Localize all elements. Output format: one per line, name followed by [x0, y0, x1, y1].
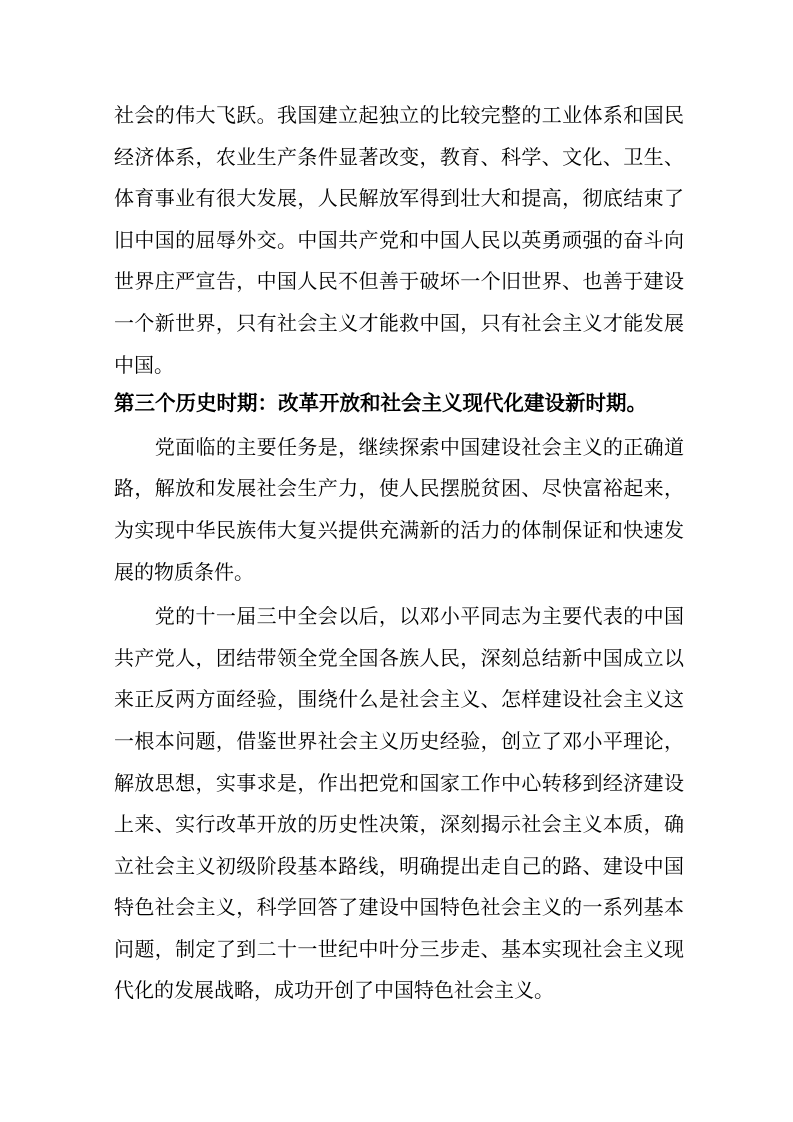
text-line: 党面临的主要任务是，继续探索中国建设社会主义的正确道 [114, 436, 684, 459]
text-line: 代化的发展战略，成功开创了中国特色社会主义。 [114, 980, 554, 1003]
text-line: 共产党人，团结带领全党全国各族人民，深刻总结新中国成立以 [114, 647, 684, 670]
text-line: 党的十一届三中全会以后，以邓小平同志为主要代表的中国 [114, 606, 684, 629]
paragraph-socialism-achievements [114, 96, 684, 387]
text-line: 立社会主义初级阶段基本路线，明确提出走自己的路、建设中国 [114, 855, 684, 878]
text-line: 为实现中华民族伟大复兴提供充满新的活力的体制保证和快速发 [114, 519, 684, 542]
text-line: 中国。 [114, 354, 174, 377]
text-line: 问题，制定了到二十一世纪中叶分三步走、基本实现社会主义现 [114, 938, 684, 961]
text-line: 一个新世界，只有社会主义才能救中国，只有社会主义才能发展 [114, 312, 684, 335]
text-line: 特色社会主义，科学回答了建设中国特色社会主义的一系列基本 [114, 897, 684, 920]
text-line: 上来、实行改革开放的历史性决策，深刻揭示社会主义本质，确 [114, 814, 684, 837]
text-line: 社会的伟大飞跃。我国建立起独立的比较完整的工业体系和国民 [114, 105, 684, 127]
paragraph-party-main-tasks [114, 428, 684, 594]
text-line: 展的物质条件。 [114, 561, 254, 584]
text-line: 经济体系，农业生产条件显著改变，教育、科学、文化、卫生、 [114, 146, 684, 169]
text-line: 世界庄严宣告，中国人民不但善于破坏一个旧世界、也善于建设 [114, 271, 684, 294]
text-line: 解放思想，实事求是，作出把党和国家工作中心转移到经济建设 [114, 772, 684, 795]
text-line: 体育事业有很大发展，人民解放军得到壮大和提高，彻底结束了 [114, 188, 684, 211]
paragraph-third-plenary-session [114, 597, 684, 1013]
text-line: 一根本问题，借鉴世界社会主义历史经验，创立了邓小平理论， [114, 730, 684, 753]
text-line: 路，解放和发展社会生产力，使人民摆脱贫困、尽快富裕起来， [114, 478, 684, 501]
document-text-block [114, 96, 684, 1013]
heading-third-historical-period [114, 383, 684, 425]
text-line: 第三个历史时期：改革开放和社会主义现代化建设新时期。 [114, 392, 647, 416]
text-line: 来正反两方面经验，围绕什么是社会主义、怎样建设社会主义这 [114, 689, 684, 712]
text-line: 旧中国的屈辱外交。中国共产党和中国人民以英勇顽强的奋斗向 [114, 229, 684, 252]
